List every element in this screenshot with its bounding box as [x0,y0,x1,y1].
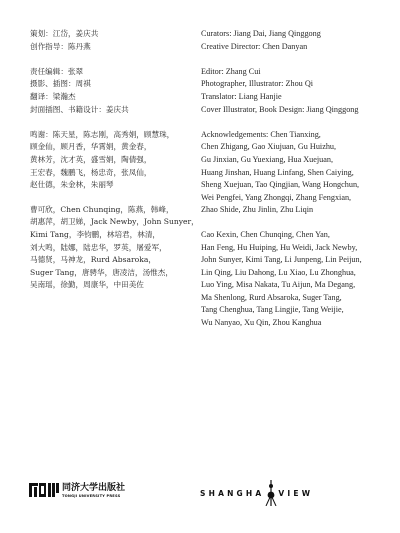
credit-line: 责任编辑：张翠 [30,66,84,76]
ack-line: Wei Pengfei, Yang Zhongqi, Zhang Fengxian, [201,192,352,202]
ack-line: Zhao Shide, Zhu Jinlin, Zhu Liqin [201,205,314,215]
curators-block-en [201,28,391,53]
ack-line: 顾金仙，顾月香，华霄娟，黄金春， [30,142,152,152]
credit-line: Cover Illustrator, Book Design: Jiang Qinggong [201,104,359,114]
name-line: Wu Nanyao, Xu Qin, Zhou Kanghua [201,318,322,328]
credit-line: Curators: Jiang Dai, Jiang Qinggong [201,29,321,38]
ack-line: Chen Zhigang, Gao Xiujuan, Gu Huizhu, [201,142,337,152]
name-line: Lin Qing, Liu Dahong, Lu Xiao, Lu Zhonghua, [201,267,356,277]
ack-line: Huang Jinshan, Huang Linfang, Shen Caiying, [201,167,354,177]
publisher-name-cn: 同济大学出版社 [62,482,126,493]
shanghai-view-logo [200,480,313,506]
tongji-press-logo [29,482,125,498]
credits-chinese-column [30,28,199,292]
ack-line: Sheng Xuejuan, Tao Qingjian, Wang Hongchun, [201,180,360,190]
name-line: 刘大鸣，陆娜，陆忠华，罗英，屠爱军， [30,242,167,252]
ack-line: 黄林芳，沈才英，盛雪娟，陶倩强， [30,154,152,164]
name-line: Cao Kexin, Chen Chunqing, Chen Yan, [201,229,330,239]
publisher-name-en: TONGJI UNIVERSITY PRESS [62,493,121,498]
name-line: Han Feng, Hu Huiping, Hu Weidi, Jack Newby, [201,242,358,252]
name-line: 曹可欣，Chen Chunqing，陈燕，韩峰， [30,204,174,214]
staff-block-cn [30,66,195,116]
name-line: Kimi Tang，李钧鹏，林培君，林清， [30,229,161,239]
name-line: Luo Ying, Misa Nakata, Tu Aijun, Ma Degang, [201,280,356,290]
credit-line: 封面插图、书籍设计：姜庆共 [30,104,129,114]
name-line: 吴南瑶，徐勤，周康华，中田美佐 [30,280,144,290]
thanks-names-block-en [201,229,391,330]
credit-line: 策划：江岱，姜庆共 [30,29,99,38]
name-line: Ma Shenlong, Rurd Absaroka, Suger Tang, [201,292,342,302]
tongji-press-logo-icon [29,482,59,498]
name-line: Tang Chenghua, Tang Lingjie, Tang Weijie, [201,305,344,315]
credit-line: 翻译：梁瀚杰 [30,91,76,101]
shanghai-view-text-left: SHANGHA [200,488,265,498]
name-line: 马德贤，马神龙，Rurd Absaroka， [30,255,156,265]
ack-line: 赵仕德，朱金林，朱丽琴 [30,180,114,190]
name-line: Suger Tang，唐骋华，唐凌洁，汤惟杰， [30,267,173,277]
credits-english-column [201,28,391,330]
ack-line: 鸣谢：陈天星，陈志刚，高秀娟，顾慧珠， [30,129,175,139]
credit-line: 创作指导：陈丹燕 [30,41,91,51]
credit-line: Photographer, Illustrator: Zhou Qi [201,79,314,89]
staff-block-en [201,66,391,116]
ack-line: Gu Jinxian, Gu Yuexiang, Hua Xuejuan, [201,154,334,164]
curators-block-cn [30,28,195,53]
acknowledgements-block-cn [30,129,195,192]
name-line: John Sunyer, Kimi Tang, Li Junpeng, Lin Peijun, [201,255,362,265]
name-line: 胡惠萍，胡卫娣，Jack Newby，John Sunyer， [30,217,199,227]
credit-line: Editor: Zhang Cui [201,66,261,76]
ack-line: 王宏春，魏鹏飞，杨忠奇，张凤仙， [30,167,152,177]
credit-line: Translator: Liang Hanjie [201,91,282,101]
credit-line: 摄影、插图：周祺 [30,79,91,89]
ack-line: Acknowledgements: Chen Tianxing, [201,129,321,139]
thanks-names-block-cn [30,204,199,292]
oriental-pearl-tower-icon [265,480,277,506]
shanghai-view-text-right: VIEW [278,488,314,498]
acknowledgements-block-en [201,129,391,217]
credit-line: Creative Director: Chen Danyan [201,41,308,51]
